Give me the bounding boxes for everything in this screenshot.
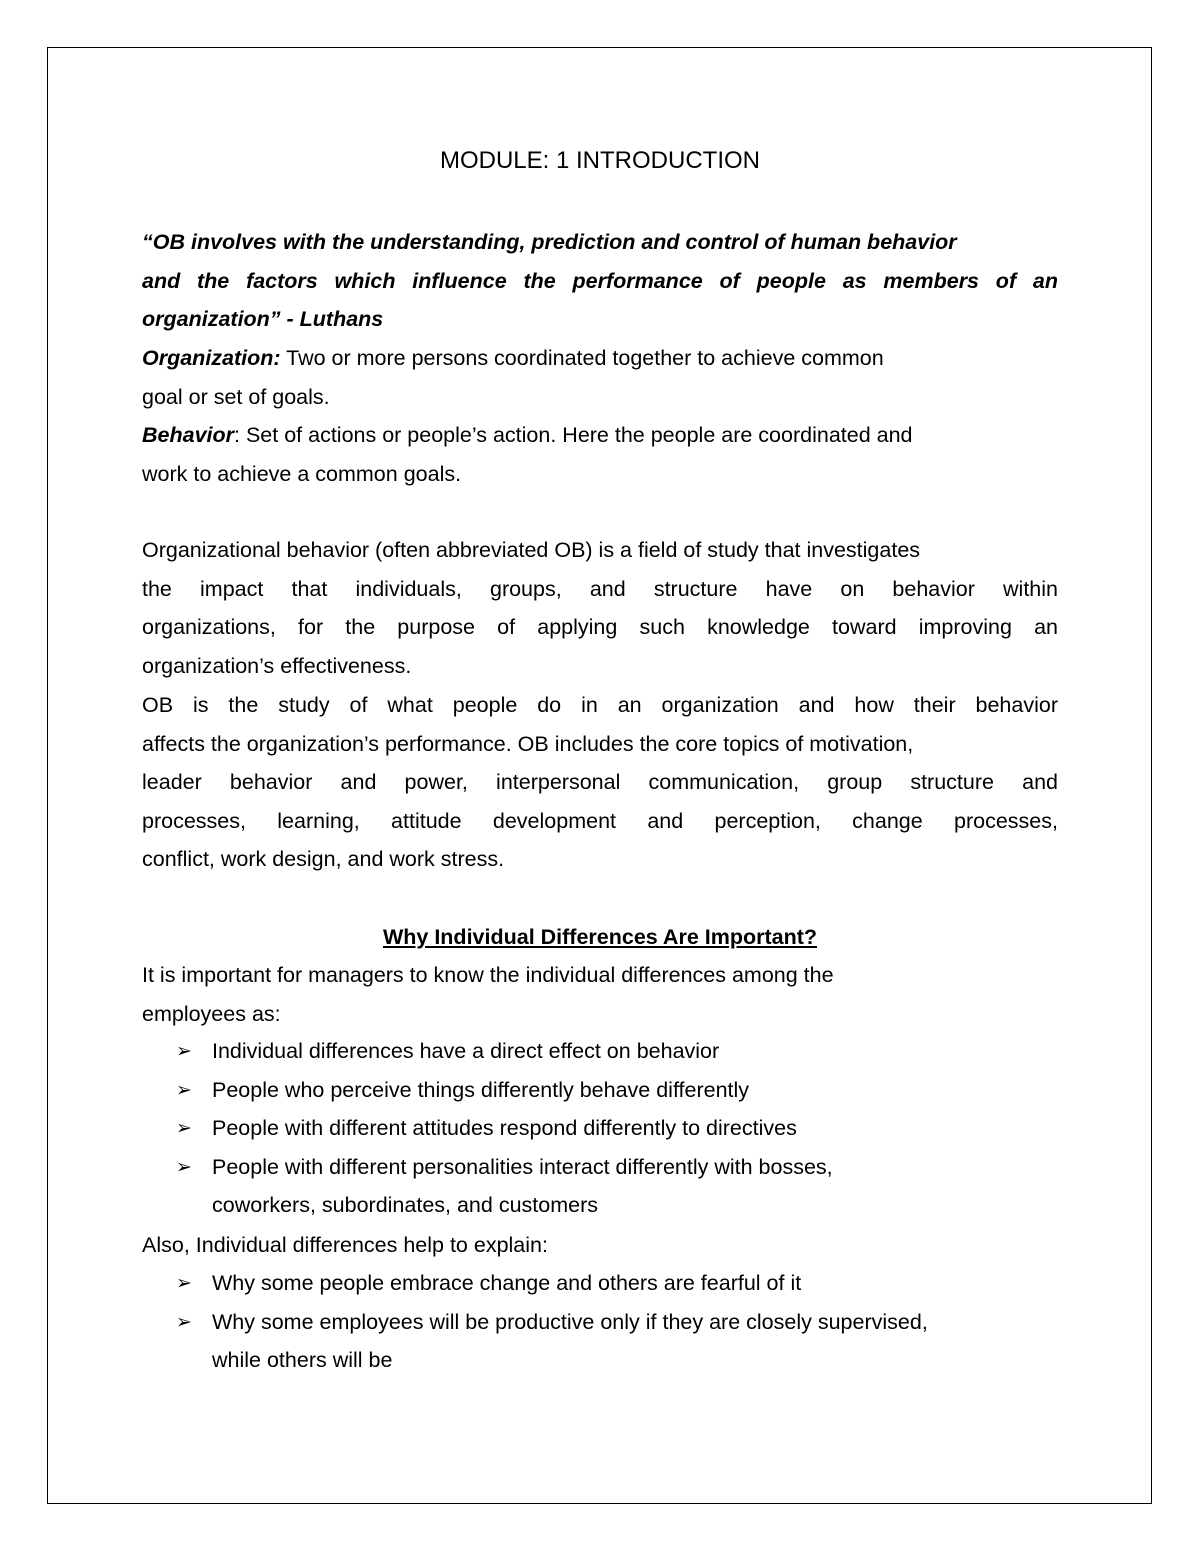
paragraph-line: organization’s effectiveness. bbox=[142, 653, 412, 678]
paragraph-line: Organizational behavior (often abbreviated OB) is a field of study that investigates bbox=[142, 538, 921, 562]
paragraph-line: OB is the study of what people do in an organization and how their behavior bbox=[142, 693, 1058, 717]
list-item-text bbox=[212, 1148, 1058, 1225]
quote-line: organization” - Luthans bbox=[142, 307, 384, 332]
paragraph-line: processes, learning, attitude development and perception, change processes, bbox=[142, 808, 1058, 833]
organization-text: Two or more persons coordinated together to achieve common bbox=[280, 346, 884, 370]
quote-block bbox=[142, 223, 1058, 339]
arrow-bullet-icon: ➢ bbox=[176, 1040, 192, 1062]
quote-line: “OB involves with the understanding, prediction and control of human behavior bbox=[142, 230, 957, 254]
paragraph-ob-topics bbox=[142, 686, 1058, 879]
intro-line: It is important for managers to know the individual differences among the bbox=[142, 963, 834, 987]
paragraph-line: the impact that individuals, groups, and structure have on behavior within bbox=[142, 576, 1058, 601]
organization-term: Organization: bbox=[142, 346, 281, 370]
also-line: Also, Individual differences help to explain: bbox=[142, 1233, 548, 1257]
list-item-text: Why some people embrace change and others are fearful of it bbox=[212, 1271, 802, 1295]
list-item bbox=[142, 1148, 1058, 1225]
also-text bbox=[142, 1226, 1058, 1265]
list-item bbox=[142, 1071, 1058, 1110]
arrow-bullet-icon: ➢ bbox=[176, 1155, 192, 1178]
module-title: MODULE: 1 INTRODUCTION bbox=[439, 147, 760, 174]
differences-bullet-list bbox=[142, 1032, 1058, 1225]
paragraph-line: organizations, for the purpose of applying such knowledge toward improving an bbox=[142, 615, 1058, 640]
behavior-term: Behavior bbox=[142, 423, 235, 448]
list-item-text-line: while others will be bbox=[212, 1348, 393, 1373]
arrow-bullet-icon: ➢ bbox=[176, 1310, 192, 1333]
list-item-text bbox=[212, 1303, 1058, 1380]
arrow-bullet-icon: ➢ bbox=[176, 1272, 192, 1294]
definitions-block bbox=[142, 339, 1058, 493]
list-item bbox=[142, 1109, 1058, 1148]
quote-line: and the factors which influence the performance of people as members of an bbox=[142, 268, 1058, 293]
list-item-text: People who perceive things differently behave differently bbox=[212, 1077, 750, 1102]
list-item bbox=[142, 1032, 1058, 1071]
explain-bullet-list bbox=[142, 1264, 1058, 1380]
arrow-bullet-icon: ➢ bbox=[176, 1078, 192, 1101]
behavior-definition bbox=[142, 416, 1058, 455]
paragraph-line: affects the organization’s performance. OB includes the core topics of motivation, bbox=[142, 731, 914, 756]
paragraph-ob-definition bbox=[142, 531, 1058, 685]
list-item-text-line: Why some employees will be productive only if they are closely supervised, bbox=[212, 1309, 928, 1334]
section-intro bbox=[142, 956, 1058, 1033]
behavior-text: : Set of actions or people’s action. Here the people are coordinated and bbox=[234, 423, 913, 448]
list-item bbox=[142, 1303, 1058, 1380]
organization-definition bbox=[142, 339, 1058, 378]
list-item-text-line: People with different personalities interact differently with bosses, bbox=[212, 1154, 833, 1179]
behavior-text-continued: work to achieve a common goals. bbox=[142, 461, 462, 486]
list-item-text-line: coworkers, subordinates, and customers bbox=[212, 1193, 598, 1218]
intro-line: employees as: bbox=[142, 1001, 281, 1026]
list-item bbox=[142, 1264, 1058, 1303]
list-item-text: Individual differences have a direct effect on behavior bbox=[212, 1039, 720, 1063]
paragraph-line: leader behavior and power, interpersonal communication, group structure and bbox=[142, 770, 1058, 795]
list-item-text: People with different attitudes respond differently to directives bbox=[212, 1116, 797, 1141]
organization-text-continued: goal or set of goals. bbox=[142, 384, 330, 409]
paragraph-line: conflict, work design, and work stress. bbox=[142, 847, 505, 872]
section-heading: Why Individual Differences Are Important? bbox=[382, 925, 818, 949]
arrow-bullet-icon: ➢ bbox=[176, 1117, 192, 1140]
